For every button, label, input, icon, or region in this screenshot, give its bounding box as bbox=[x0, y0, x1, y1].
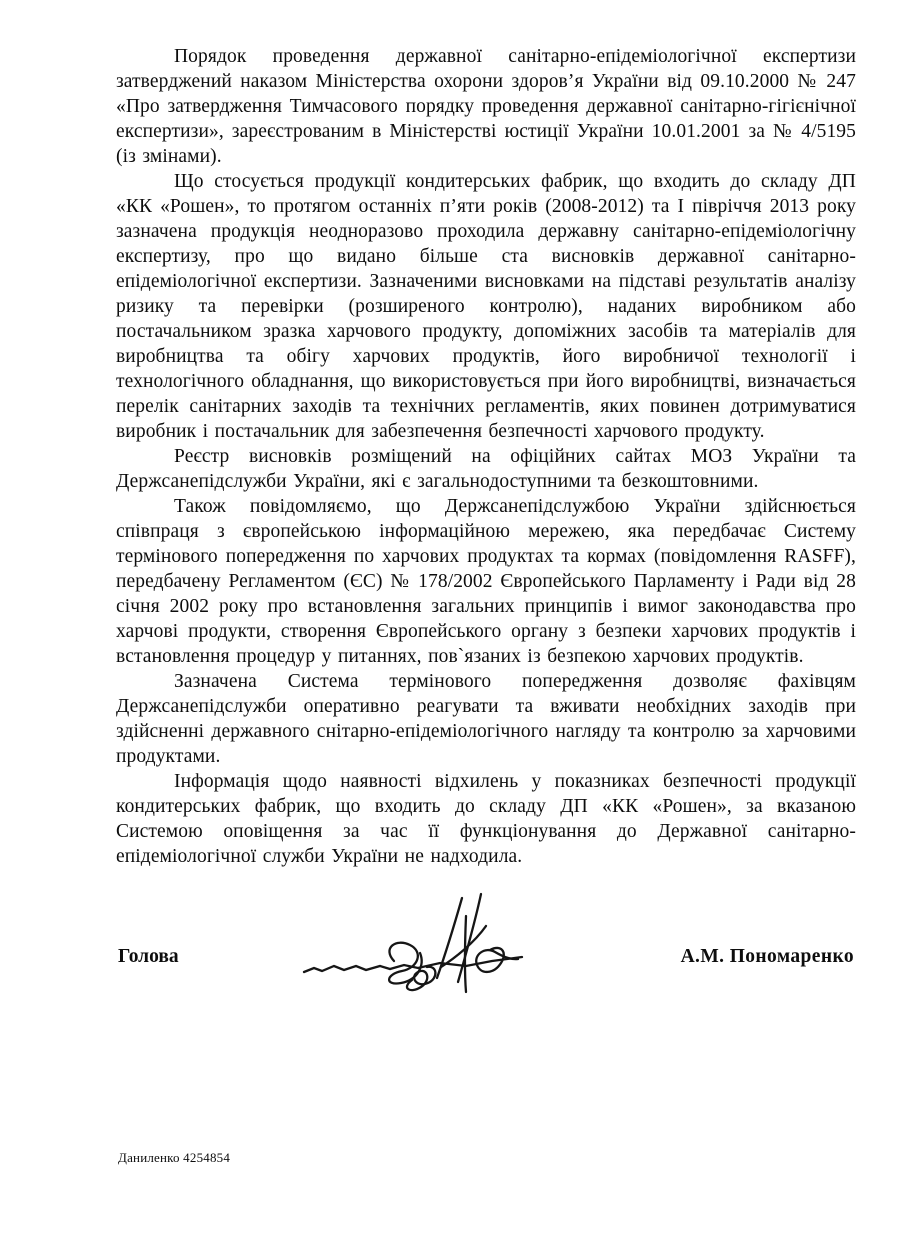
signatory-title: Голова bbox=[118, 946, 179, 967]
signatory-name: А.М. Пономаренко bbox=[680, 946, 854, 967]
paragraph-3: Реєстр висновків розміщений на офіційних сайтах МОЗ України та Держсанепідслужби України, які є загальнодоступними та безкоштовними. bbox=[116, 446, 856, 492]
paragraph-2: Що стосується продукції кондитерських фабрик, що входить до складу ДП «КК «Рошен», то протягом останніх п’яти років (2008-2012) та І півріччя 2013 року зазначена продукція неодноразово проходила державну санітарно-епідеміологічну експертизу, про що видано більше ста висновків державної санітарно-епідеміологічної експертизи. Зазначеними висновками на підставі результатів аналізу ризику та перевірки (розширеного контролю), наданих виробником або постачальником зразка харчового продукту, допоміжних засобів та матеріалів для виробництва та обігу харчових продуктів, його виробничої технології і технологічного обладнання, що використовується при його виробництві, визначається перелік санітарних заходів та технічних регламентів, яких повинен дотримуватися виробник і постачальник для забезпечення безпечності харчового продукту. bbox=[116, 171, 856, 442]
paragraph-1: Порядок проведення державної санітарно-епідеміологічної експертизи затверджений наказом Міністерства охорони здоров’я України від 09.10.2000 № 247 «Про затвердження Тимчасового порядку проведення державної санітарно-гігієнічної експертизи», зареєстрованим в Міністерстві юстиції України 10.01.2001 за № 4/5195 (із змінами). bbox=[116, 46, 856, 167]
letter-body bbox=[116, 44, 856, 869]
paragraph-4: Також повідомляємо, що Держсанепідслужбою України здійснюється співпраця з європейською інформаційною мережею, яка передбачає Систему термінового попередження по харчових продуктах та кормах (повідомлення RASFF), передбачену Регламентом (ЄС) № 178/2002 Європейського Парламенту і Ради від 28 січня 2002 року про встановлення загальних принципів і вимог законодавства про харчові продукти, створення Європейського органу з безпеки харчових продуктів і встановлення процедур у питаннях, пов`язаних із безпекою харчових продуктів. bbox=[116, 496, 856, 667]
executor-note: Даниленко 4254854 bbox=[118, 1150, 231, 1165]
signature-block bbox=[116, 940, 856, 1010]
handwritten-signature-icon bbox=[294, 888, 534, 998]
paragraph-6: Інформація щодо наявності відхилень у показниках безпечності продукції кондитерських фабрик, що входить до складу ДП «КК «Рошен», за вказаною Системою оповіщення за час її функціонування до Державної санітарно-епідеміологічної служби України не надходила. bbox=[116, 771, 856, 867]
paragraph-5: Зазначена Система термінового попередження дозволяє фахівцям Держсанепідслужби оперативно реагувати та вживати необхідних заходів при здійсненні державного снітарно-епідеміологічного нагляду та контролю за харчовими продуктами. bbox=[116, 671, 856, 767]
